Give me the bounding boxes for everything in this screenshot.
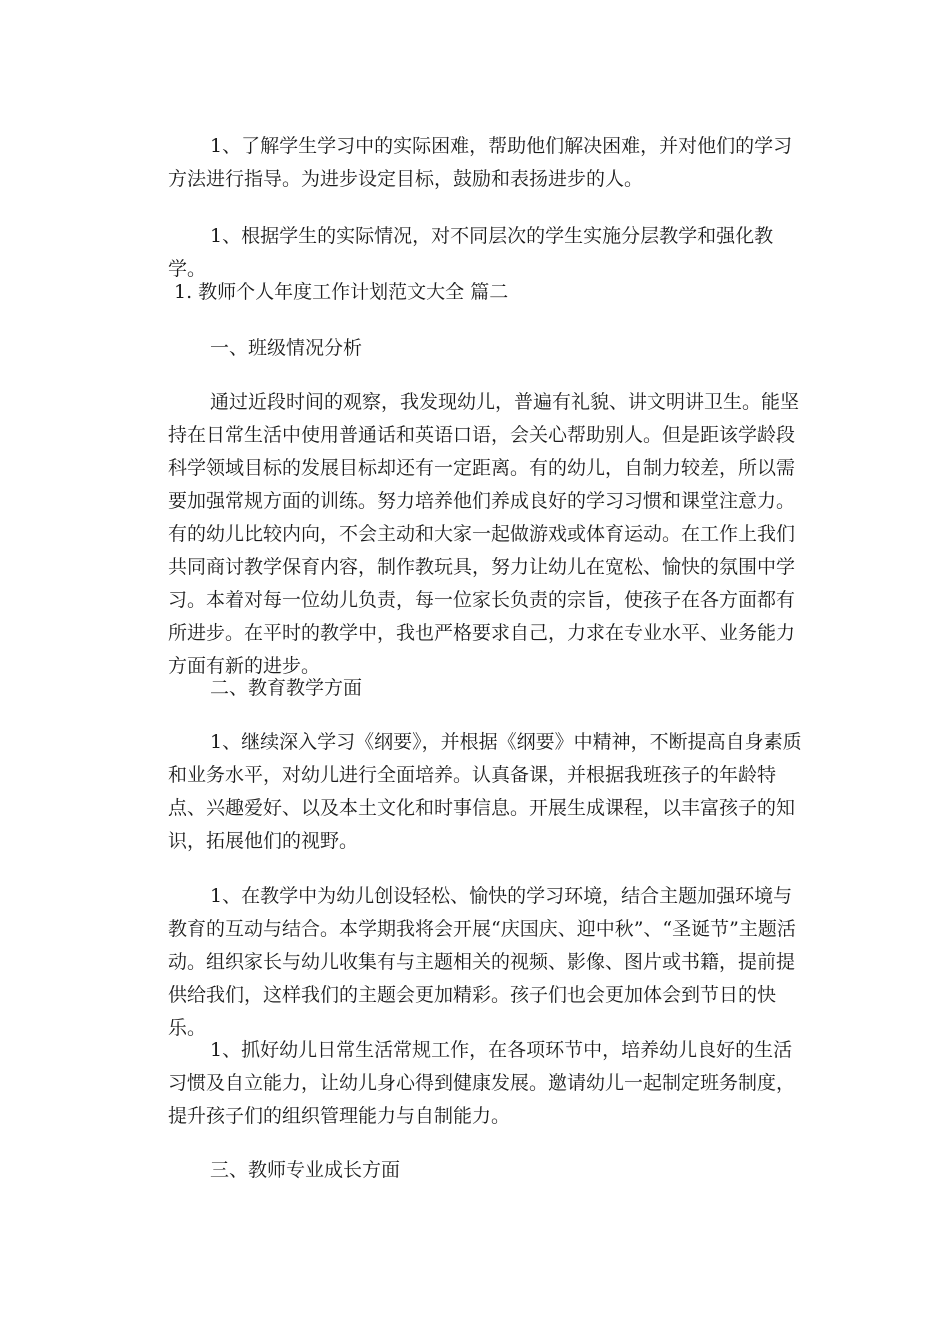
paragraph-layered-teaching: 1、根据学生的实际情况，对不同层次的学生实施分层教学和强化教学。 [168,225,774,280]
heading-professional-growth: 三、教师专业成长方面 [210,1159,401,1181]
heading-class-analysis: 一、班级情况分析 [210,337,363,359]
heading-teaching: 二、教育教学方面 [210,677,363,699]
paragraph-class-analysis: 通过近段时间的观察，我发现幼儿，普遍有礼貌、讲文明讲卫生。能坚持在日常生活中使用普通话和英语口语，会关心帮助别人。但是距该学龄段科学领域目标的发展目标却还有一定距离。有的幼儿，自制力较差，所以需要加强常规方面的训练。努力培养他们养成良好的学习习惯和课堂注意力。有的幼儿比较内向，不会主动和大家一起做游戏或体育运动。在工作上我们共同商讨教学保育内容，制作教玩具，努力让幼儿在宽松、愉快的氛围中学习。本着对每一位幼儿负责，每一位家长负责的宗旨，使孩子在各方面都有所进步。在平时的教学中，我也严格要求自己，力求在专业水平、业务能力方面有新的进步。 [168,391,800,677]
paragraph-study-outline: 1、继续深入学习《纲要》，并根据《纲要》中精神，不断提高自身素质和业务水平，对幼儿进行全面培养。认真备课，并根据我班孩子的年龄特点、兴趣爱好、以及本土文化和时事信息。开展生成课程，以丰富孩子的知识，拓展他们的视野。 [168,731,802,852]
paragraph-study-guidance: 1、了解学生学习中的实际困难，帮助他们解决困难，并对他们的学习方法进行指导。为进步设定目标，鼓励和表扬进步的人。 [168,135,793,190]
paragraph-daily-routine: 1、抓好幼儿日常生活常规工作，在各项环节中，培养幼儿良好的生活习惯及自立能力，让幼儿身心得到健康发展。邀请幼儿一起制定班务制度，提升孩子们的组织管理能力与自制能力。 [168,1039,796,1127]
section-title-part-two: 1. 教师个人年度工作计划范文大全 篇二 [174,281,509,303]
paragraph-learning-environment: 1、在教学中为幼儿创设轻松、愉快的学习环境，结合主题加强环境与教育的互动与结合。本学期我将会开展“庆国庆、迎中秋”、“圣诞节”主题活动。组织家长与幼儿收集有与主题相关的视频、影像、图片或书籍，提前提供给我们，这样我们的主题会更加精彩。孩子们也会更加体会到节日的快乐。 [168,885,796,1039]
